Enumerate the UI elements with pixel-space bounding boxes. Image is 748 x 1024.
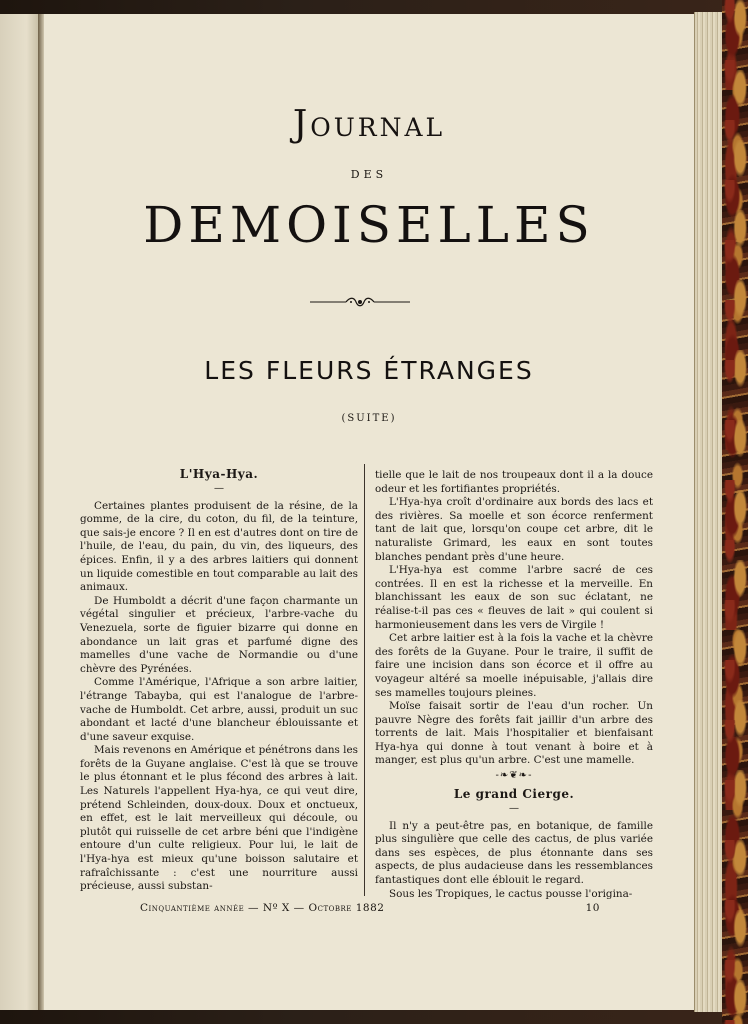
paragraph: tielle que le lait de nos troupeaux dont il a la douce odeur et les fortifiantes propriétés.	[375, 469, 653, 495]
paragraph: Comme l'Amérique, l'Afrique a son arbre laitier, l'étrange Tabayba, qui est l'analogue de l'arbre-vache de Humboldt. Cet arbre, aussi, produit un suc abondant et lacté d'une blancheur éblouissante et d'une saveur exquise.	[80, 676, 358, 743]
right-column	[375, 469, 653, 899]
heading-dash: —	[509, 802, 519, 814]
heading-dash: —	[214, 482, 224, 494]
article-subtitle: (SUITE)	[341, 413, 397, 424]
page-footer	[140, 902, 600, 914]
column-rule	[364, 464, 365, 896]
masthead-des: DES	[350, 168, 388, 181]
paragraph: L'Hya-hya croît d'ordinaire aux bords des lacs et des rivières. Sa moelle et son écorce renferment tant de lait que, lorsqu'on coupe cet arbre, dit le naturaliste Grimard, les eaux en sont toutes blanches pendant près d'une heure.	[375, 496, 653, 563]
hya-hya-heading: L'Hya-Hya.	[179, 467, 259, 481]
paragraph: Il n'y a peut-être pas, en botanique, de famille plus singulière que celle des cactus, de plus variée dans ses espèces, de plus étonnante dans ses aspects, de plus audacieuse dans les ressemblances fantastiques dont elle éblouit le regard.	[375, 819, 653, 887]
paragraph: Cet arbre laitier est à la fois la vache et la chèvre des forêts de la Guyane. Pour le traire, il suffit de faire une incision dans son écorce et il offre au voyageur altéré sa moelle inépuisable, j'allais dire ses mamelles toujours pleines.	[375, 632, 653, 699]
grand-cierge-heading: Le grand Cierge.	[453, 787, 575, 802]
masthead-ornament	[308, 296, 412, 308]
page-number: 10	[585, 902, 600, 914]
paragraph: Certaines plantes produisent de la résine, de la gomme, de la cire, du coton, du fil, de la teinture, que sais-je encore ? Il en est d'autres dont on tire de l'huile, de l'eau, du pain, du vin, des liqueurs, des épices. Enfin, il y a des arbres laitiers qui donnent un liquide comestible en tout comparable au lait des animaux.	[80, 499, 358, 594]
paragraph: De Humboldt a décrit d'une façon charmante un végétal singulier et précieux, l'arbre-vache du Venezuela, sorte de figuier bizarre qui donne en abondance un lait gras et parfumé digne des mamelles d'une vache de Normandie ou d'une chèvre des Pyrénées.	[80, 594, 358, 675]
paragraph: Moïse faisait sortir de l'eau d'un rocher. Un pauvre Nègre des forêts fait jaillir d'un arbre des torrents de lait. Mais l'hospitalier et bienfaisant Hya-hya qui donne à tout venant à boire et à manger, est plus qu'un arbre. C'est une mamelle.	[375, 700, 653, 767]
marbled-cover-edge	[722, 0, 748, 1024]
masthead-demoiselles: DEMOISELLES	[143, 196, 595, 254]
paragraph: Sous les Tropiques, le cactus pousse l'origina-	[389, 887, 633, 900]
left-column	[80, 462, 358, 898]
section-ornament: -❧❦❧-	[495, 770, 533, 782]
paragraph: Mais revenons en Amérique et pénétrons dans les forêts de la Guyane anglaise. C'est là que se trouve le plus étonnant et le plus fécond des arbres à lait. Les Naturels l'appellent Hya-hya, ce qui veut dire, prétend Schleinden, doux-doux. Doux et onctueux, en effet, est le lait merveilleux qui découle, ou plutôt qui ruisselle de cet arbre béni que l'indigène entoure d'un culte religieux. Pour lui, le lait de l'Hya-hya est mieux qu'une boisson salutaire et rafraîchissante : c'est une nourriture aussi précieuse, aussi substan-	[80, 744, 358, 893]
page-stack-edge	[694, 12, 723, 1012]
article-title: LES FLEURS ÉTRANGES	[204, 356, 534, 385]
paragraph: L'Hya-hya est comme l'arbre sacré de ces contrées. Il en est la richesse et la merveille. En blanchissant les eaux de son suc éclatant, ne réalise-t-il pas ces « fleuves de lait » qui coulent si harmonieusement dans les vers de Virgile !	[375, 564, 653, 631]
facing-page-edge	[0, 14, 40, 1010]
issue-line: Cinquantième année — Nº X — Octobre 1882	[140, 902, 385, 914]
masthead-journal: Journal	[292, 104, 446, 145]
